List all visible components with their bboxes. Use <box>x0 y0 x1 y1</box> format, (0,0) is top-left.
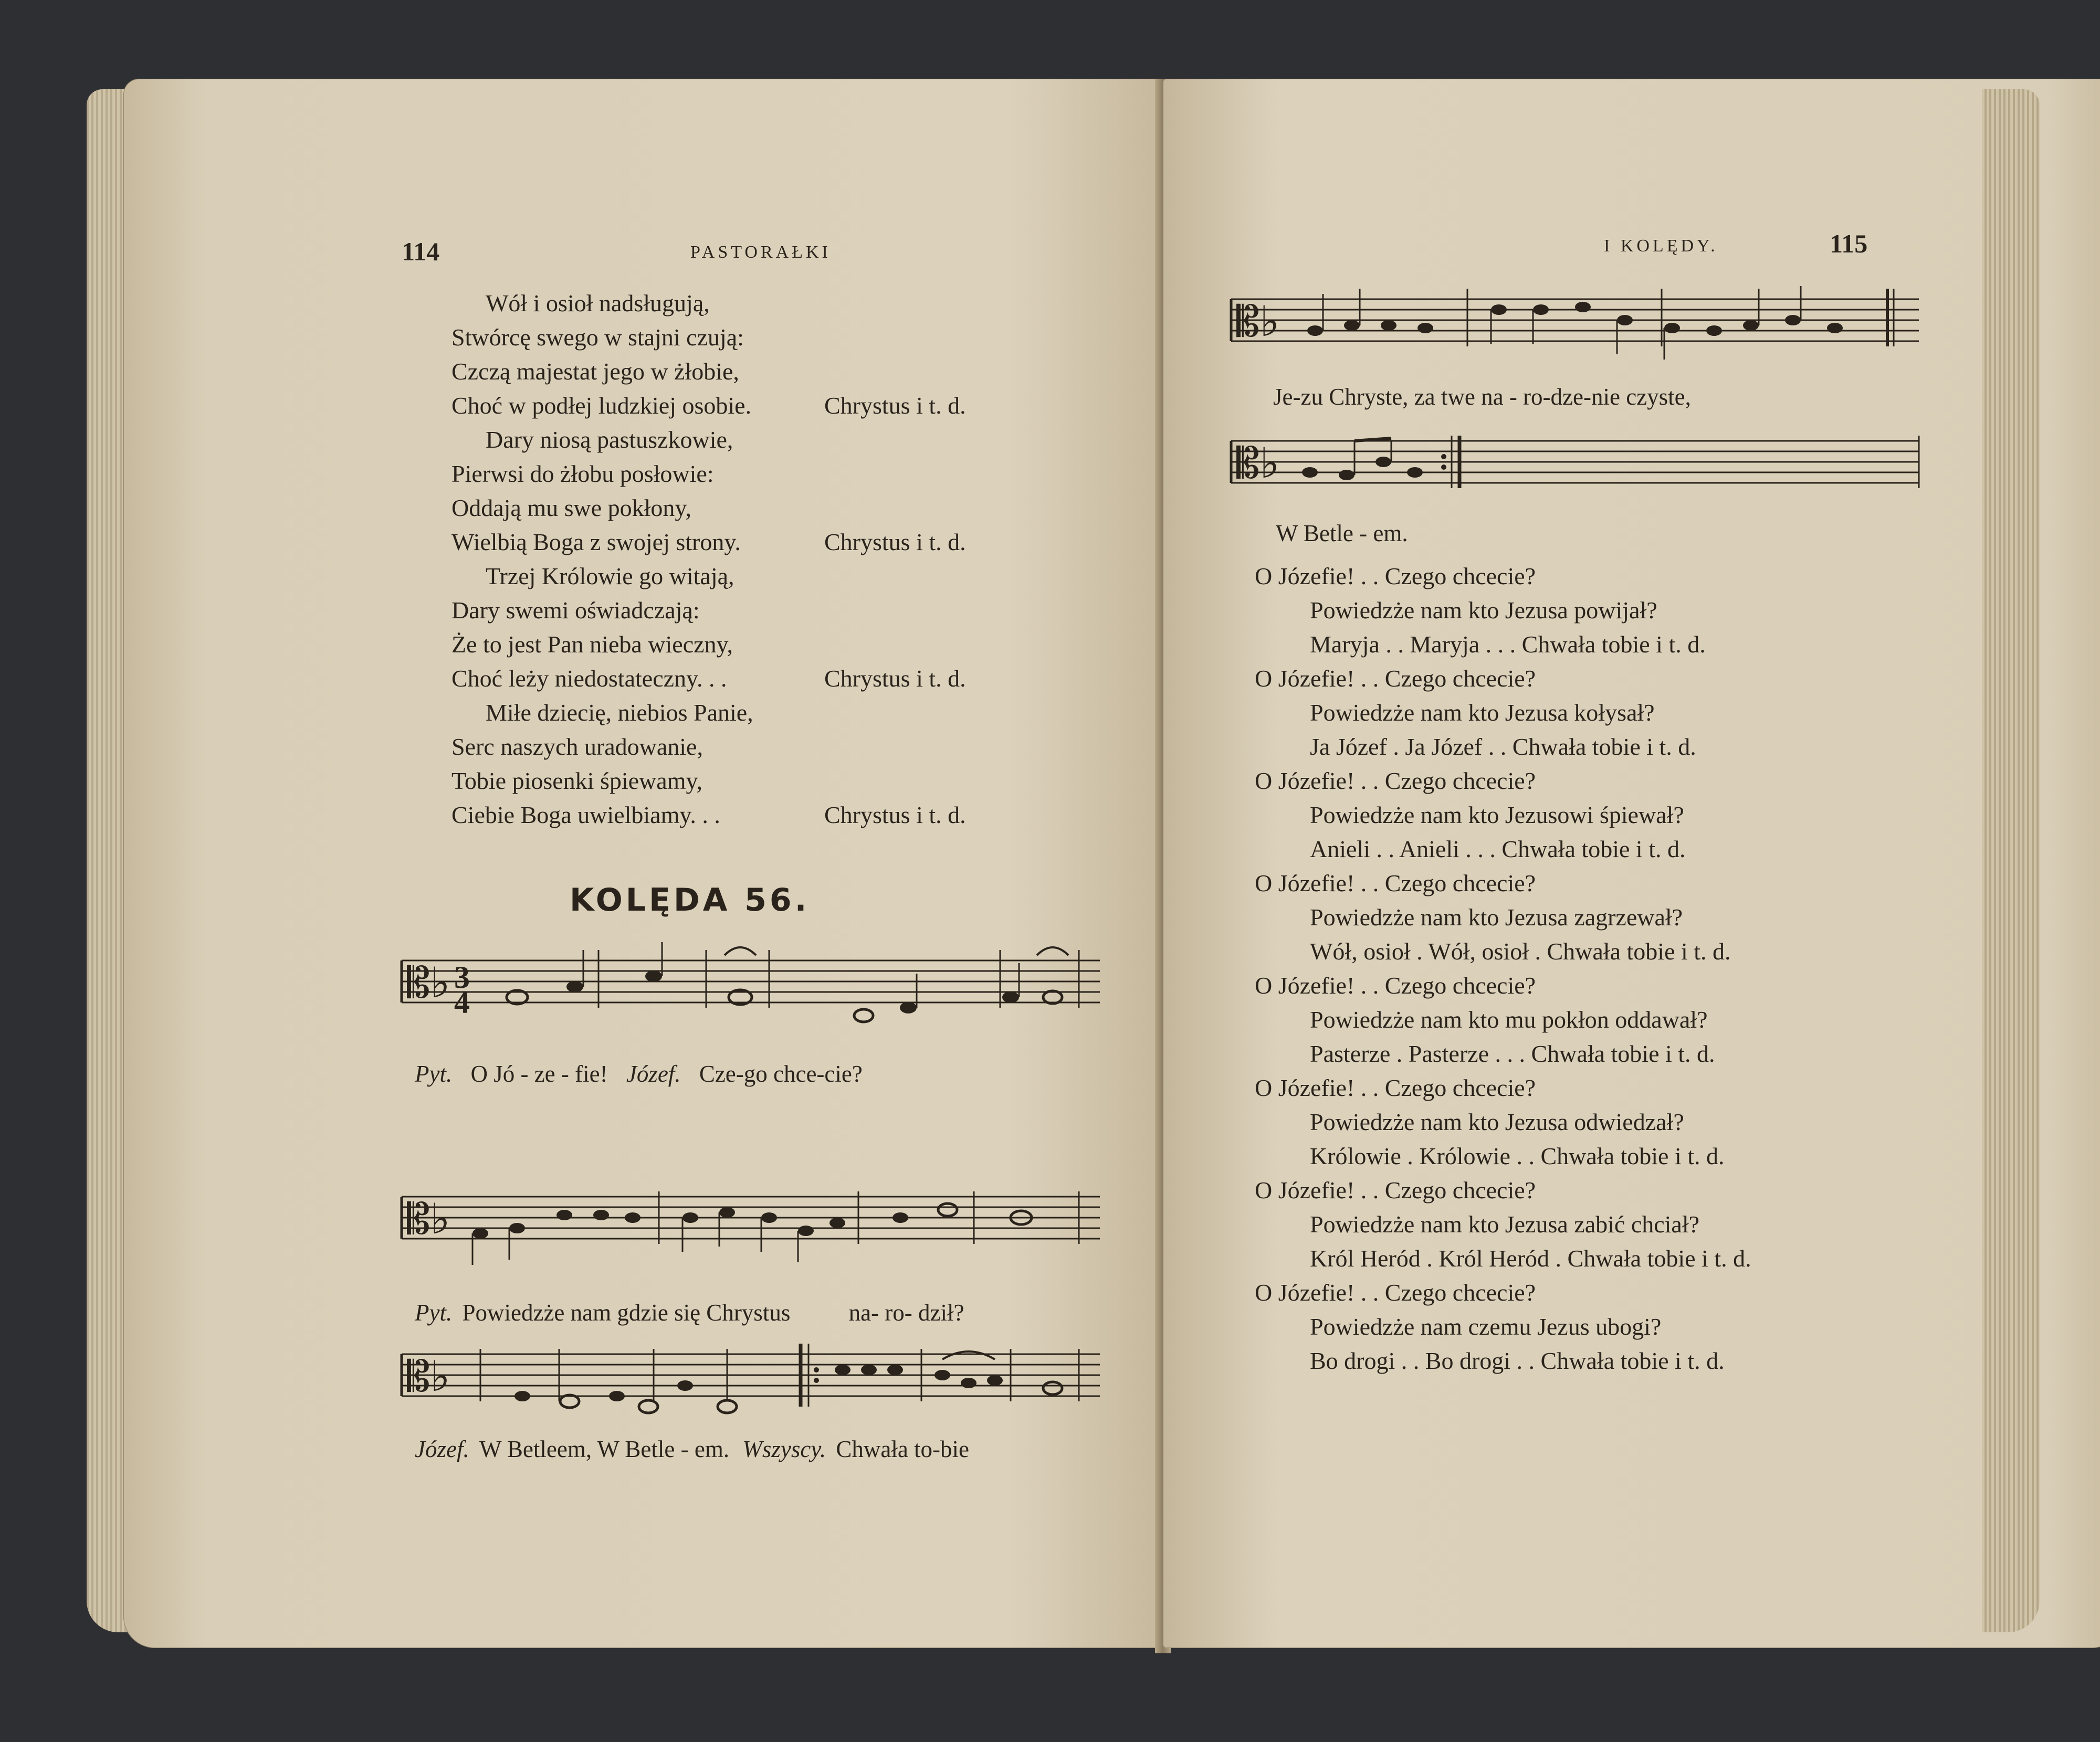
verse-line: Dary niosą pastuszkowie, <box>486 426 733 453</box>
dialogue-question: Powiedzże nam kto Jezusa zagrzewał? <box>1310 904 1683 931</box>
dialogue-answer: Ja Józef . Ja Józef . . Chwała tobie i t. d. <box>1310 733 1696 760</box>
dialogue-answer: Bo drogi . . Bo drogi . . Chwała tobie i t. d. <box>1310 1347 1725 1374</box>
lyric-line <box>415 1299 964 1326</box>
lyric-text: Cze-go chce-cie? <box>699 1061 863 1087</box>
verse-line: Choć w podłej ludzkiej osobie. <box>452 392 752 419</box>
music-staff <box>1231 278 1929 373</box>
page-number: 114 <box>402 237 440 266</box>
dialogue-call: O Józefie! . . Czego chcecie? <box>1255 767 1536 794</box>
left-page <box>123 79 1163 1648</box>
dialogue-answer: Wół, osioł . Wół, osioł . Chwała tobie i t. d. <box>1310 938 1731 965</box>
lyric-text: Powiedzże nam gdzie się Chrystus <box>462 1300 791 1326</box>
dialogue-call: O Józefie! . . Czego chcecie? <box>1255 665 1536 692</box>
dialogue-question: Powiedzże nam kto Jezusa powijał? <box>1310 597 1657 624</box>
dialogue-call: O Józefie! . . Czego chcecie? <box>1255 870 1536 896</box>
lyric-line <box>415 1060 863 1088</box>
dialogue-question: Powiedzże nam kto Jezusa zabić chciał? <box>1310 1211 1700 1238</box>
time-signature-bottom: 4 <box>454 985 470 1020</box>
verse-line: Stwórcę swego w stajni czują: <box>452 324 744 351</box>
verse-line: Serc naszych uradowanie, <box>452 733 703 760</box>
svg-text:𝄡♭: 𝄡♭ <box>407 1195 450 1243</box>
lyric-text: W Betleem, W Betle - em. <box>479 1436 730 1462</box>
verse-line: Tobie piosenki śpiewamy, <box>452 767 702 794</box>
verse-line: Ciebie Boga uwielbiamy. . . <box>452 801 720 828</box>
speaker: Pyt. <box>415 1061 453 1087</box>
dialogue-answer: Pasterze . Pasterze . . . Chwała tobie i t. d. <box>1310 1040 1715 1067</box>
open-book <box>87 79 2019 1653</box>
speaker: Pyt. <box>415 1300 453 1326</box>
music-staff <box>402 1338 1110 1433</box>
dialogue-answer: Maryja . . Maryja . . . Chwała tobie i t. d. <box>1310 631 1706 658</box>
carol-title: KOLĘDA 56. <box>570 882 810 918</box>
lyric-text: na- ro- dził? <box>848 1300 964 1326</box>
svg-text:𝄡♭: 𝄡♭ <box>407 958 450 1007</box>
dialogue-question: Powiedzże nam kto Jezusa odwiedzał? <box>1310 1108 1684 1135</box>
refrain: Chrystus i t. d. <box>824 392 966 419</box>
lyric-text: Chwała to-bie <box>836 1436 970 1462</box>
music-staff <box>402 1186 1110 1275</box>
speaker: Józef. <box>626 1061 681 1087</box>
refrain: Chrystus i t. d. <box>824 801 966 828</box>
music-staff <box>1231 420 1929 509</box>
running-head: I KOLĘDY. <box>1604 236 1718 256</box>
time-signature-top: 3 <box>454 960 470 995</box>
verse-line: Że to jest Pan nieba wieczny, <box>452 631 733 658</box>
lyric-line: W Betle - em. <box>1276 520 1408 546</box>
refrain: Chrystus i t. d. <box>824 529 966 555</box>
dialogue-question: Powiedzże nam kto Jezusowi śpiewał? <box>1310 801 1684 828</box>
dialogue-call: O Józefie! . . Czego chcecie? <box>1255 563 1536 589</box>
running-head: PASTORAŁKI <box>690 242 831 262</box>
verse-line: Trzej Królowie go witają, <box>486 563 734 589</box>
verse-line: Wół i osioł nadsługują, <box>486 290 710 316</box>
svg-text:𝄡♭: 𝄡♭ <box>407 1352 450 1401</box>
svg-text:𝄡♭: 𝄡♭ <box>1236 439 1280 488</box>
lyric-line <box>415 1435 969 1463</box>
dialogue-answer: Anieli . . Anieli . . . Chwała tobie i t. d. <box>1310 836 1686 862</box>
lyric-text: O Jó - ze - fie! <box>470 1061 608 1087</box>
dialogue-call: O Józefie! . . Czego chcecie? <box>1255 1074 1536 1101</box>
verse-line: Czczą majestat jego w żłobie, <box>452 358 739 385</box>
verse-line: Oddają mu swe pokłony, <box>452 494 691 521</box>
dialogue-question: Powiedzże nam czemu Jezus ubogi? <box>1310 1313 1662 1340</box>
dialogue-question: Powiedzże nam kto Jezusa kołysał? <box>1310 699 1655 726</box>
dialogue-call: O Józefie! . . Czego chcecie? <box>1255 972 1536 999</box>
verse-line: Miłe dziecię, niebios Panie, <box>486 699 753 726</box>
page-number: 115 <box>1830 229 1868 258</box>
right-page <box>1163 79 2100 1648</box>
svg-text:𝄡♭: 𝄡♭ <box>1236 297 1280 346</box>
refrain: Chrystus i t. d. <box>824 665 966 692</box>
music-staff <box>402 939 1110 1034</box>
verse-line: Choć leży niedostateczny. . . <box>452 665 727 692</box>
dialogue-answer: Królowie . Królowie . . Chwała tobie i t. d. <box>1310 1143 1725 1169</box>
verse-line: Wielbią Boga z swojej strony. <box>452 529 741 555</box>
dialogue-call: O Józefie! . . Czego chcecie? <box>1255 1177 1536 1203</box>
lyric-line: Je-zu Chryste, za twe na - ro-dze-nie czyste, <box>1273 384 1691 410</box>
speaker: Wszyscy. <box>742 1436 826 1462</box>
verse-line: Pierwsi do żłobu posłowie: <box>452 460 714 487</box>
dialogue-answer: Król Heród . Król Heród . Chwała tobie i t. d. <box>1310 1245 1751 1272</box>
dialogue-call: O Józefie! . . Czego chcecie? <box>1255 1279 1536 1306</box>
page-edges-right <box>1982 89 2040 1632</box>
dialogue-question: Powiedzże nam kto mu pokłon oddawał? <box>1310 1006 1708 1033</box>
speaker: Józef. <box>415 1436 469 1462</box>
verse-line: Dary swemi oświadczają: <box>452 597 700 624</box>
